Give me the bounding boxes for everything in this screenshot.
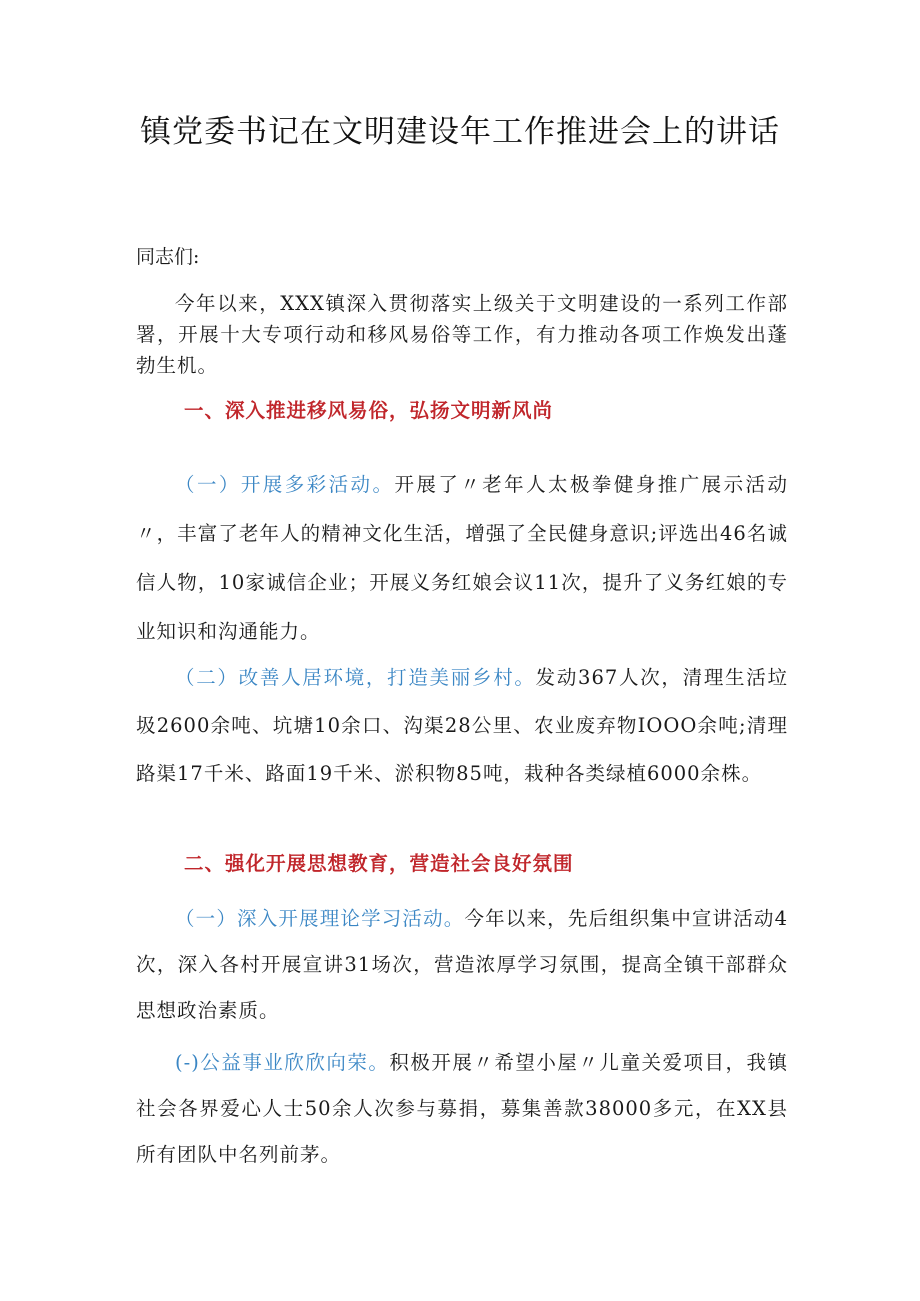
section-2-item-1-text: 今年以来，先后组织集中宣讲活动4次，深入各村开展宣讲31场次，营造浓厚学习氛围，提高全镇干部群众思想政治素质。: [136, 907, 788, 1022]
section-2-item-1-label: （一）深入开展理论学习活动。: [175, 907, 465, 930]
section-2-item-1-paragraph: [136, 896, 788, 1034]
section-1-item-1-paragraph: [136, 460, 788, 656]
section-1-item-2-paragraph: [136, 654, 788, 798]
intro-paragraph: 今年以来，XXX镇深入贯彻落实上级关于文明建设的一系列工作部署，开展十大专项行动和移风易俗等工作，有力推动各项工作焕发出蓬勃生机。: [136, 292, 788, 377]
section-2-item-2-text: 积极开展〃希望小屋〃儿童关爱项目，我镇社会各界爱心人士50余人次参与募捐，募集善款38000多元，在XX县所有团队中名列前茅。: [136, 1051, 788, 1166]
section-2-item-2-label: (-)公益事业欣欣向荣。: [175, 1051, 390, 1074]
section-1-item-1-label: （一）开展多彩活动。: [175, 473, 395, 496]
salutation: 同志们:: [136, 246, 200, 268]
section-2-item-2-paragraph: [136, 1040, 788, 1178]
document-title: 镇党委书记在文明建设年工作推进会上的讲话: [140, 114, 780, 150]
section-1-item-2-label: （二）改善人居环境，打造美丽乡村。: [175, 666, 536, 689]
section-1-item-2-text: 发动367人次，清理生活垃圾2600余吨、坑塘10余口、沟渠28公里、农业废弃物IOOO余吨;清理路渠17千米、路面19千米、淤积物85吨，栽种各类绿植6000余株。: [136, 666, 788, 785]
section-1-heading: 一、深入推进移风易俗，弘扬文明新风尚: [184, 399, 554, 422]
section-1-item-1-text: 开展了〃老年人太极拳健身推广展示活动〃，丰富了老年人的精神文化生活，增强了全民健身意识;评选出46名诚信人物，10家诚信企业；开展义务红娘会议11次，提升了义务红娘的专业知识和沟通能力。: [136, 473, 788, 643]
section-2-heading: 二、强化开展思想教育，营造社会良好氛围: [184, 852, 574, 875]
